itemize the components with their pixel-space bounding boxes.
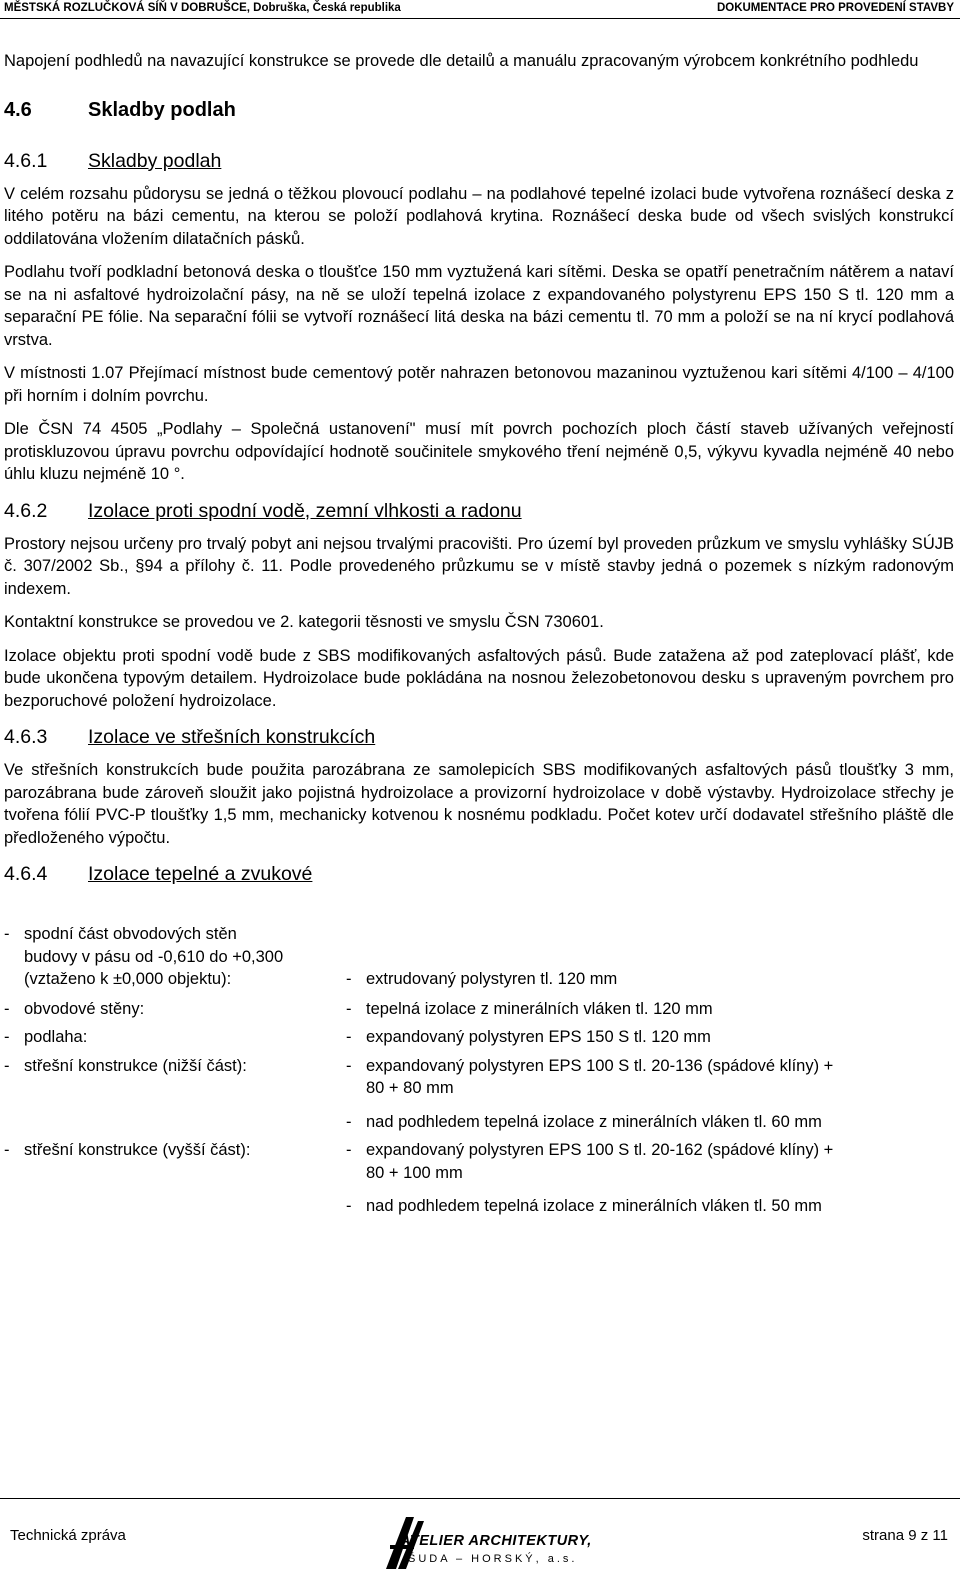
insulation-label bbox=[4, 1026, 346, 1049]
document-body bbox=[4, 50, 954, 1218]
insulation-label bbox=[4, 1055, 346, 1078]
subsection-heading-463 bbox=[4, 724, 954, 750]
label-text: spodní část obvodových stěn budovy v pásu od -0,610 do +0,300 (vztaženo k ±0,000 objektu): bbox=[24, 925, 284, 988]
subsection-title: Skladby podlah bbox=[88, 149, 222, 172]
insulation-label bbox=[4, 998, 346, 1021]
list-dash: - bbox=[346, 970, 352, 988]
value-text: expandovaný polystyren EPS 100 S tl. 20-162 (spádové klíny) + 80 + 100 mm bbox=[366, 1141, 834, 1182]
paragraph: Podlahu tvoří podkladní betonová deska o tloušťce 150 mm vyztužená kari sítěmi. Deska se opatří penetračním nátěrem a nataví se na ni asfaltové hydroizolační pásy, na ně se uloží tepelná izolace z expandovaného polystyrenu EPS 150 S tl. 120 mm a separační PE fólie. Na separační fólii se vytvoří roznášecí litá deska na bázi cementu tl. 70 mm a položí se na ní krycí podlahová vrstva. bbox=[4, 263, 954, 349]
list-dash: - bbox=[346, 1141, 352, 1159]
value-text: nad podhledem tepelná izolace z minerálních vláken tl. 60 mm bbox=[366, 1112, 822, 1131]
logo-subtext: ŠUDA – HORSKÝ, a.s. bbox=[408, 1553, 578, 1565]
insulation-row bbox=[4, 1055, 954, 1100]
insulation-value bbox=[346, 1195, 954, 1218]
list-dash: - bbox=[4, 925, 10, 943]
label-text: podlaha: bbox=[24, 1028, 88, 1046]
insulation-label bbox=[4, 923, 346, 991]
list-dash: - bbox=[346, 1028, 352, 1046]
section-heading bbox=[4, 97, 954, 123]
value-text: nad podhledem tepelná izolace z minerálních vláken tl. 50 mm bbox=[366, 1197, 822, 1215]
insulation-value bbox=[346, 998, 954, 1021]
page-header bbox=[0, 0, 960, 19]
list-dash: - bbox=[4, 999, 10, 1018]
subsection-number: 4.6.3 bbox=[4, 726, 48, 748]
subsection-heading-462 bbox=[4, 498, 954, 524]
paragraph: V celém rozsahu půdorysu se jedná o těžkou plovoucí podlahu – na podlahové tepelné izolaci bude vytvořena roznášecí deska z litého potěru na bázi cementu, na kterou se položí podlahová krytina. Roznášecí deska bude od všech svislých konstrukcí oddilatována vložením dilatačních pásků. bbox=[4, 184, 954, 248]
value-text: tepelná izolace z minerálních vláken tl. 120 mm bbox=[366, 999, 713, 1018]
list-dash: - bbox=[346, 1056, 352, 1075]
subsection-title: Izolace proti spodní vodě, zemní vlhkosti a radonu bbox=[88, 499, 522, 522]
insulation-value bbox=[346, 1026, 954, 1049]
list-dash: - bbox=[346, 1112, 352, 1131]
subsection-heading-461 bbox=[4, 148, 954, 174]
insulation-row-continued bbox=[4, 1195, 954, 1218]
list-dash: - bbox=[346, 999, 352, 1018]
insulation-row bbox=[4, 1139, 954, 1184]
company-logo bbox=[368, 1511, 592, 1571]
paragraph: Ve střešních konstrukcích bude použita parozábrana ze samolepicích SBS modifikovaných asfaltových pásů tloušťky 3 mm, parozábrana bude zároveň sloužit jako pojistná hydroizolace a provizorní hydroizolace v době výstavby. Hydroizolace střechy je tvořena fólií PVC-P tloušťky 1,5 mm, mechanicky kotvenou k nosnému podkladu. Počet kotev určí dodavatel střešního pláště dle předloženého výpočtu. bbox=[4, 761, 954, 847]
logo-text: ATELIER ARCHITEKTURY, bbox=[400, 1533, 592, 1549]
insulation-list bbox=[4, 923, 954, 1218]
footer-document-name: Technická zpráva bbox=[10, 1527, 126, 1544]
value-text: expandovaný polystyren EPS 150 S tl. 120 mm bbox=[366, 1028, 711, 1046]
subsection-number: 4.6.2 bbox=[4, 499, 48, 522]
insulation-label bbox=[4, 1139, 346, 1162]
paragraph: Dle ČSN 74 4505 „Podlahy – Společná ustanovení" musí mít povrch pochozích ploch částí staveb užívaných veřejností protiskluzovou úpravu povrchu odpovídající hodnotě součinitele smykového tření nejméně 0,5, výkyvu kyvadla nejméně 40 nebo úhlu kluzu nejméně 10 °. bbox=[4, 420, 954, 483]
subsection-title: Izolace ve střešních konstrukcích bbox=[88, 726, 376, 748]
paragraph: Prostory nejsou určeny pro trvalý pobyt ani nejsou trvalými pracovišti. Pro území byl proveden průzkum ve smyslu vyhlášky SÚJB č. 307/2002 Sb., §94 a přílohy č. 11. Podle provedeného průzkumu se v místě stavby jedná o pozemek s nízkým radonovým indexem. bbox=[4, 534, 954, 598]
insulation-row bbox=[4, 923, 954, 991]
subsection-title: Izolace tepelné a zvukové bbox=[88, 863, 313, 885]
insulation-row-continued bbox=[4, 1111, 954, 1134]
label-text: obvodové stěny: bbox=[24, 999, 145, 1018]
list-dash: - bbox=[4, 1141, 10, 1159]
intro-paragraph: Napojení podhledů na navazující konstrukce se provede dle detailů a manuálu zpracovaným výrobcem konkrétního podhledu bbox=[4, 52, 919, 70]
subsection-number: 4.6.4 bbox=[4, 863, 48, 885]
subsection-heading-464 bbox=[4, 861, 954, 887]
section-title: Skladby podlah bbox=[88, 98, 236, 121]
label-text: střešní konstrukce (nižší část): bbox=[24, 1056, 247, 1075]
insulation-value bbox=[346, 1111, 954, 1134]
paragraph: V místnosti 1.07 Přejímací místnost bude cementový potěr nahrazen betonovou mazaninou vyztuženou kari sítěmi 4/100 – 4/100 při horním i dolním povrchu. bbox=[4, 364, 954, 405]
list-dash: - bbox=[4, 1056, 10, 1075]
list-dash: - bbox=[4, 1028, 10, 1046]
insulation-value bbox=[346, 1055, 954, 1100]
section-number: 4.6 bbox=[4, 98, 32, 121]
label-text: střešní konstrukce (vyšší část): bbox=[24, 1141, 251, 1159]
insulation-value bbox=[346, 1139, 954, 1184]
paragraph: Kontaktní konstrukce se provedou ve 2. kategorii těsnosti ve smyslu ČSN 730601. bbox=[4, 613, 604, 631]
header-project-title: MĚSTSKÁ ROZLUČKOVÁ SÍŇ V DOBRUŠCE, Dobruška, Česká republika bbox=[4, 2, 401, 14]
insulation-row bbox=[4, 998, 954, 1021]
paragraph: Izolace objektu proti spodní vodě bude z SBS modifikovaných asfaltových pásů. Bude zatažena až pod zateplovací plášť, kde bude ukončena typovým detailem. Hydroizolace bude pokládána na nosnou železobetonovou desku s upraveným povrchem pro bezporuchové položení hydroizolace. bbox=[4, 646, 954, 710]
subsection-number: 4.6.1 bbox=[4, 149, 48, 172]
insulation-row bbox=[4, 1026, 954, 1049]
value-text: expandovaný polystyren EPS 100 S tl. 20-136 (spádové klíny) + 80 + 80 mm bbox=[366, 1056, 834, 1097]
header-document-type: DOKUMENTACE PRO PROVEDENÍ STAVBY bbox=[716, 2, 954, 14]
value-text: extrudovaný polystyren tl. 120 mm bbox=[366, 970, 618, 988]
list-dash: - bbox=[346, 1197, 352, 1215]
page-footer bbox=[0, 1498, 960, 1572]
page-number: strana 9 z 11 bbox=[862, 1527, 948, 1544]
insulation-value bbox=[346, 968, 954, 991]
